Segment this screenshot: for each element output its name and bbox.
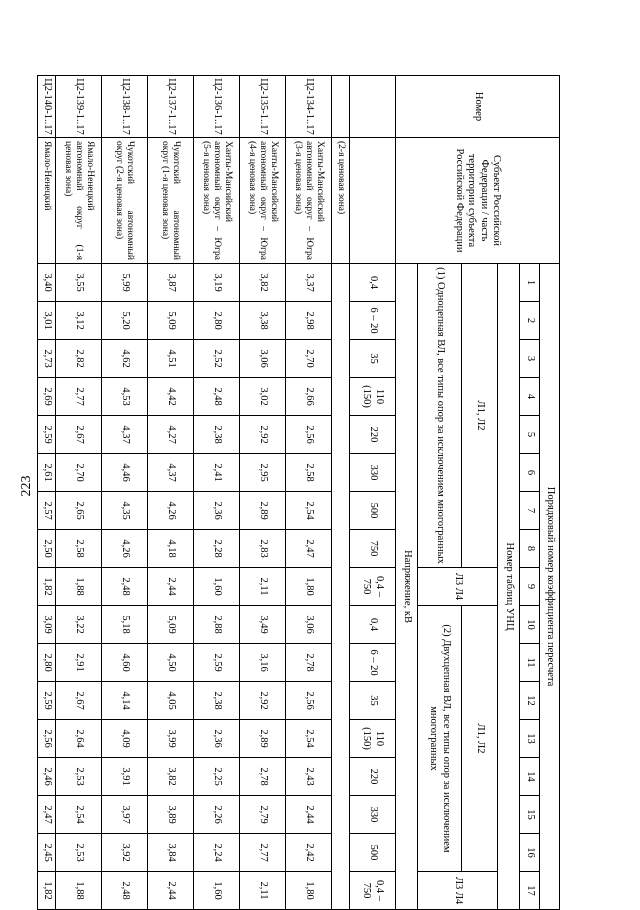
col-number: 9 bbox=[520, 568, 540, 606]
col-number: 3 bbox=[520, 340, 540, 378]
row-id: Ц2-135-1..17 bbox=[240, 76, 286, 138]
value-cell: 2,69 bbox=[38, 378, 56, 416]
voltage-cell: 0,4 – 750 bbox=[350, 872, 396, 910]
voltage-cell: 330 bbox=[350, 796, 396, 834]
voltage-cell: 0,4 bbox=[350, 264, 396, 302]
value-cell: 2,82 bbox=[56, 340, 102, 378]
table-row bbox=[240, 76, 286, 910]
row-subject: Чукотский автономный округ (1-я ценовая зона) bbox=[148, 138, 194, 264]
table-row bbox=[194, 76, 240, 910]
value-cell: 2,54 bbox=[56, 796, 102, 834]
value-cell: 3,22 bbox=[56, 606, 102, 644]
header-number: Номер bbox=[396, 76, 560, 138]
value-cell: 2,61 bbox=[38, 454, 56, 492]
table-row bbox=[38, 76, 56, 910]
value-cell: 4,62 bbox=[102, 340, 148, 378]
voltage-cell: 110 (150) bbox=[350, 378, 396, 416]
col-number: 14 bbox=[520, 758, 540, 796]
row-id: Ц2-139-1..17 bbox=[56, 76, 102, 138]
value-cell: 4,18 bbox=[148, 530, 194, 568]
value-cell: 5,99 bbox=[102, 264, 148, 302]
value-cell: 3,01 bbox=[38, 302, 56, 340]
page-number: 223 bbox=[19, 475, 34, 497]
value-cell: 2,46 bbox=[38, 758, 56, 796]
value-cell: 2,53 bbox=[56, 834, 102, 872]
row-subject: Ханты-Мансийский автономный округ – Югра (4-я ценовая зона) bbox=[240, 138, 286, 264]
value-cell: 4,26 bbox=[102, 530, 148, 568]
table-row bbox=[56, 76, 102, 910]
value-cell: 2,79 bbox=[240, 796, 286, 834]
value-cell: 2,28 bbox=[194, 530, 240, 568]
voltage-cell: 330 bbox=[350, 454, 396, 492]
value-cell: 2,59 bbox=[38, 416, 56, 454]
header-tables-l1l2-double: Л1, Л2 bbox=[462, 606, 498, 872]
value-cell: 3,19 bbox=[194, 264, 240, 302]
value-cell: 4,37 bbox=[148, 454, 194, 492]
value-cell: 2,92 bbox=[240, 682, 286, 720]
header-tables-l3l4-single: Л3 Л4 bbox=[418, 568, 498, 606]
row-subject: Ямало-Ненецкий bbox=[38, 138, 56, 264]
value-cell: 3,82 bbox=[240, 264, 286, 302]
value-cell: 2,78 bbox=[240, 758, 286, 796]
value-cell: 2,80 bbox=[194, 302, 240, 340]
header-tables-l1l2-single: Л1, Л2 bbox=[462, 264, 498, 568]
value-cell: 2,47 bbox=[38, 796, 56, 834]
value-cell: 1,80 bbox=[286, 872, 332, 910]
table-body bbox=[38, 76, 350, 910]
voltage-cell: 0,4 bbox=[350, 606, 396, 644]
voltage-cell: 500 bbox=[350, 492, 396, 530]
value-cell: 1,82 bbox=[38, 568, 56, 606]
value-cell: 4,50 bbox=[148, 644, 194, 682]
value-cell: 2,11 bbox=[240, 872, 286, 910]
value-cell: 2,89 bbox=[240, 492, 286, 530]
value-cell: 5,18 bbox=[102, 606, 148, 644]
col-number: 15 bbox=[520, 796, 540, 834]
value-cell: 4,51 bbox=[148, 340, 194, 378]
value-cell: 2,98 bbox=[286, 302, 332, 340]
value-cell: 1,60 bbox=[194, 872, 240, 910]
row-subject: Ханты-Мансийский автономный округ – Югра (5-я ценовая зона) bbox=[194, 138, 240, 264]
value-cell: 1,60 bbox=[194, 568, 240, 606]
voltage-cell: 6 – 20 bbox=[350, 644, 396, 682]
value-cell: 2,58 bbox=[56, 530, 102, 568]
col-number: 6 bbox=[520, 454, 540, 492]
value-cell: 3,38 bbox=[240, 302, 286, 340]
rotated-table-wrapper bbox=[41, 75, 560, 905]
value-cell: 3,55 bbox=[56, 264, 102, 302]
row-subject: Чукотский автономный округ (2-я ценовая зона) bbox=[102, 138, 148, 264]
value-cell: 2,48 bbox=[102, 568, 148, 606]
row-id: Ц2-140-1..17 bbox=[38, 76, 56, 138]
value-cell: 2,48 bbox=[194, 378, 240, 416]
header-voltage-title: Напряжение, кВ bbox=[396, 264, 418, 910]
continuation-row bbox=[332, 76, 350, 910]
value-cell: 5,09 bbox=[148, 302, 194, 340]
value-cell: 2,43 bbox=[286, 758, 332, 796]
voltage-cell: 0,4 – 750 bbox=[350, 568, 396, 606]
value-cell: 3,82 bbox=[148, 758, 194, 796]
value-cell: 2,70 bbox=[56, 454, 102, 492]
value-cell: 2,56 bbox=[286, 416, 332, 454]
value-cell: 3,89 bbox=[148, 796, 194, 834]
value-cell: 4,46 bbox=[102, 454, 148, 492]
value-cell: 2,44 bbox=[148, 872, 194, 910]
table-row bbox=[286, 76, 332, 910]
value-cell: 2,48 bbox=[102, 872, 148, 910]
value-cell: 3,16 bbox=[240, 644, 286, 682]
row-id: Ц2-138-1..17 bbox=[102, 76, 148, 138]
value-cell: 1,88 bbox=[56, 872, 102, 910]
value-cell: 2,58 bbox=[286, 454, 332, 492]
col-number: 17 bbox=[520, 872, 540, 910]
voltage-cell: 750 bbox=[350, 530, 396, 568]
col-number: 13 bbox=[520, 720, 540, 758]
value-cell: 4,05 bbox=[148, 682, 194, 720]
col-number: 4 bbox=[520, 378, 540, 416]
value-cell: 2,92 bbox=[240, 416, 286, 454]
col-number: 2 bbox=[520, 302, 540, 340]
row-id: Ц2-136-1..17 bbox=[194, 76, 240, 138]
value-cell: 3,84 bbox=[148, 834, 194, 872]
col-number: 8 bbox=[520, 530, 540, 568]
value-cell: 2,80 bbox=[38, 644, 56, 682]
value-cell: 2,52 bbox=[194, 340, 240, 378]
col-number: 10 bbox=[520, 606, 540, 644]
value-cell: 2,11 bbox=[240, 568, 286, 606]
col-number: 1 bbox=[520, 264, 540, 302]
coefficient-table bbox=[37, 75, 560, 910]
value-cell: 2,50 bbox=[38, 530, 56, 568]
value-cell: 4,35 bbox=[102, 492, 148, 530]
value-cell: 2,38 bbox=[194, 682, 240, 720]
value-cell: 1,82 bbox=[38, 872, 56, 910]
empty-cell bbox=[350, 76, 396, 138]
voltage-cell: 220 bbox=[350, 416, 396, 454]
value-cell: 2,53 bbox=[56, 758, 102, 796]
value-cell: 3,37 bbox=[286, 264, 332, 302]
value-cell: 3,02 bbox=[240, 378, 286, 416]
value-cell: 3,87 bbox=[148, 264, 194, 302]
value-cell: 4,37 bbox=[102, 416, 148, 454]
value-cell: 2,42 bbox=[286, 834, 332, 872]
voltage-cell: 500 bbox=[350, 834, 396, 872]
row-id: Ц2-137-1..17 bbox=[148, 76, 194, 138]
value-cell: 2,59 bbox=[194, 644, 240, 682]
value-cell: 4,26 bbox=[148, 492, 194, 530]
header-group-double-circuit: (2) Двухцепная ВЛ, все типы опор за исключением многогранных bbox=[418, 606, 462, 872]
col-number: 16 bbox=[520, 834, 540, 872]
voltage-row bbox=[350, 76, 396, 910]
value-cell: 2,64 bbox=[56, 720, 102, 758]
value-cell: 3,09 bbox=[38, 606, 56, 644]
value-cell: 1,80 bbox=[286, 568, 332, 606]
col-number: 5 bbox=[520, 416, 540, 454]
row-id: Ц2-134-1..17 bbox=[286, 76, 332, 138]
value-cell: 2,59 bbox=[38, 682, 56, 720]
value-cell: 2,44 bbox=[148, 568, 194, 606]
value-cell: 3,06 bbox=[240, 340, 286, 378]
value-cell: 5,09 bbox=[148, 606, 194, 644]
value-cell: 2,77 bbox=[240, 834, 286, 872]
empty-cell bbox=[350, 138, 396, 264]
col-number: 11 bbox=[520, 644, 540, 682]
value-cell: 2,26 bbox=[194, 796, 240, 834]
value-cell: 4,09 bbox=[102, 720, 148, 758]
voltage-cell: 6 – 20 bbox=[350, 302, 396, 340]
value-cell: 2,57 bbox=[38, 492, 56, 530]
value-cell: 2,70 bbox=[286, 340, 332, 378]
value-cell: 2,89 bbox=[240, 720, 286, 758]
value-cell: 3,92 bbox=[102, 834, 148, 872]
voltage-cell: 220 bbox=[350, 758, 396, 796]
col-number: 7 bbox=[520, 492, 540, 530]
value-cell: 2,44 bbox=[286, 796, 332, 834]
value-cell: 2,78 bbox=[286, 644, 332, 682]
value-cell: 2,83 bbox=[240, 530, 286, 568]
table-row bbox=[102, 76, 148, 910]
value-cell: 4,42 bbox=[148, 378, 194, 416]
value-cell: 2,73 bbox=[38, 340, 56, 378]
value-cell: 2,38 bbox=[194, 416, 240, 454]
header-coef-title: Порядковый номер коэффициента пересчета bbox=[540, 264, 560, 910]
continuation-text: (2-я ценовая зона) bbox=[332, 138, 350, 264]
value-cell: 2,41 bbox=[194, 454, 240, 492]
value-cell: 2,67 bbox=[56, 682, 102, 720]
value-cell: 3,12 bbox=[56, 302, 102, 340]
header-group-single-circuit: (1) Одноцепная ВЛ, все типы опор за исключением многогранных bbox=[418, 264, 462, 568]
value-cell: 2,56 bbox=[286, 682, 332, 720]
value-cell: 2,56 bbox=[38, 720, 56, 758]
value-cell: 2,65 bbox=[56, 492, 102, 530]
value-cell: 2,25 bbox=[194, 758, 240, 796]
value-cell: 3,06 bbox=[286, 606, 332, 644]
value-cell: 2,54 bbox=[286, 720, 332, 758]
value-cell: 2,36 bbox=[194, 720, 240, 758]
value-cell: 2,24 bbox=[194, 834, 240, 872]
value-cell: 4,27 bbox=[148, 416, 194, 454]
value-cell: 1,88 bbox=[56, 568, 102, 606]
value-cell: 5,20 bbox=[102, 302, 148, 340]
value-cell: 3,40 bbox=[38, 264, 56, 302]
voltage-cell: 35 bbox=[350, 340, 396, 378]
table-header bbox=[350, 76, 560, 910]
value-cell: 2,66 bbox=[286, 378, 332, 416]
header-table-numbers-title: Номер таблиц УНЦ bbox=[498, 264, 520, 910]
value-cell: 2,67 bbox=[56, 416, 102, 454]
table-row bbox=[148, 76, 194, 910]
voltage-cell: 35 bbox=[350, 682, 396, 720]
value-cell: 2,45 bbox=[38, 834, 56, 872]
value-cell: 2,95 bbox=[240, 454, 286, 492]
value-cell: 3,49 bbox=[240, 606, 286, 644]
value-cell: 2,88 bbox=[194, 606, 240, 644]
value-cell: 4,53 bbox=[102, 378, 148, 416]
empty-cell bbox=[332, 264, 350, 910]
value-cell: 3,99 bbox=[148, 720, 194, 758]
value-cell: 4,60 bbox=[102, 644, 148, 682]
voltage-cell: 110 (150) bbox=[350, 720, 396, 758]
value-cell: 3,97 bbox=[102, 796, 148, 834]
empty-cell bbox=[332, 76, 350, 138]
header-subject: Субъект Российской Федерации / часть территории субъекта Российской Федерации bbox=[396, 138, 560, 264]
value-cell: 2,47 bbox=[286, 530, 332, 568]
value-cell: 4,14 bbox=[102, 682, 148, 720]
row-subject: Ямало-Ненецкий автономный округ (1-я ценовая зона) bbox=[56, 138, 102, 264]
col-number: 12 bbox=[520, 682, 540, 720]
value-cell: 2,77 bbox=[56, 378, 102, 416]
value-cell: 2,54 bbox=[286, 492, 332, 530]
header-tables-l3l4-double: Л3 Л4 bbox=[418, 872, 498, 910]
row-subject: Ханты-Мансийский автономный округ – Югра (3-я ценовая зона) bbox=[286, 138, 332, 264]
value-cell: 2,36 bbox=[194, 492, 240, 530]
value-cell: 2,91 bbox=[56, 644, 102, 682]
value-cell: 3,91 bbox=[102, 758, 148, 796]
